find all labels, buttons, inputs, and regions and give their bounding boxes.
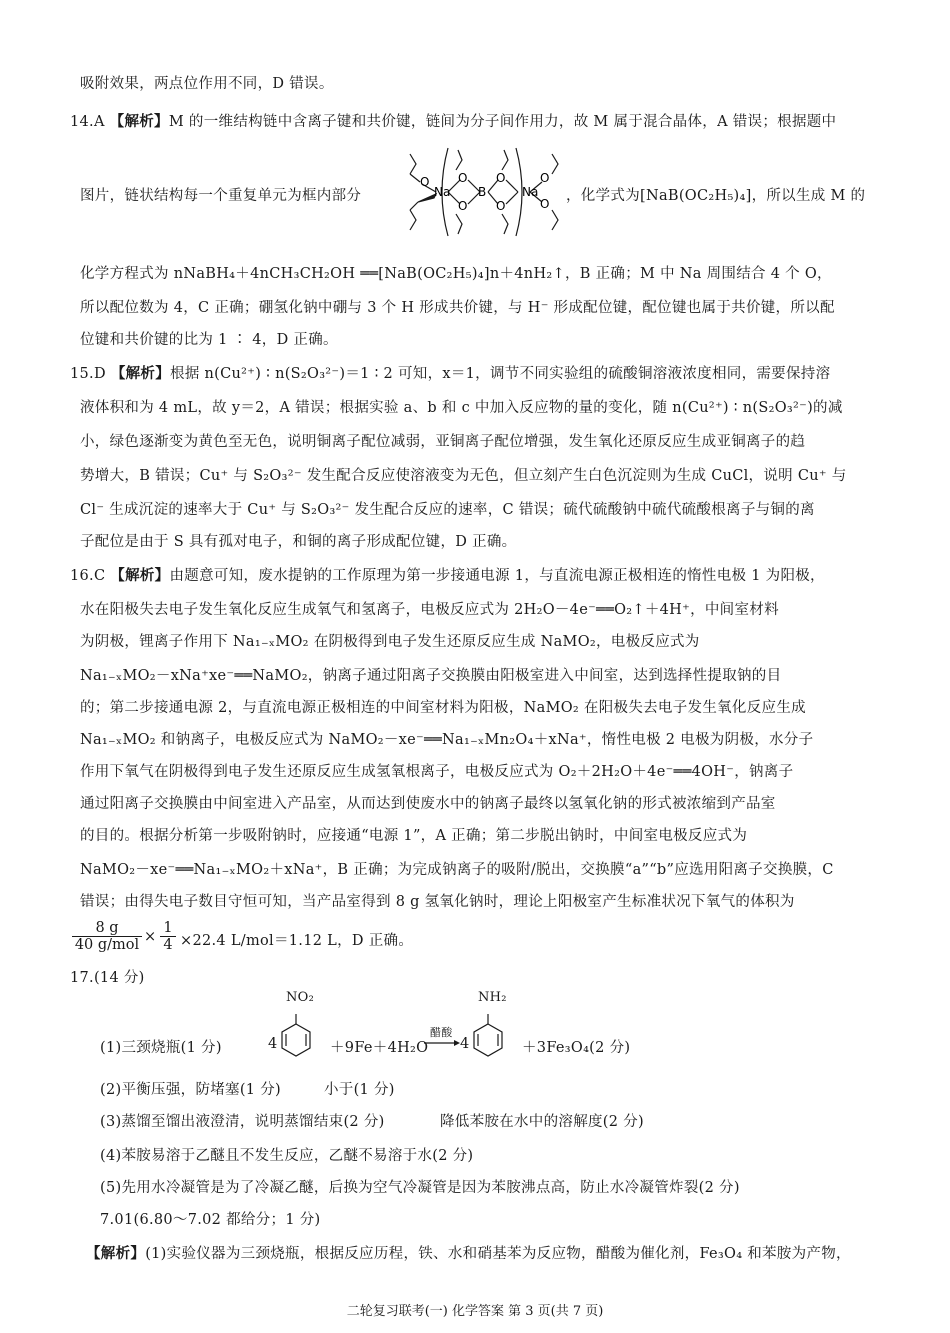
q16-line-12: ×22.4 L/mol＝1.12 L，D 正确。 (180, 933, 414, 949)
nitro-group-label: NO₂ (286, 990, 315, 1005)
text-span: M 的一维结构链中含离子键和共价键，链间为分子间作用力，故 M 属于混合晶体，A 错误；根据题中 (168, 114, 837, 130)
question-number: 14.A (70, 114, 105, 130)
b-atom-label: B (478, 185, 487, 199)
fraction-numerator: 1 (163, 920, 173, 936)
o-atom-label: O (496, 171, 506, 185)
q17-answer-4: (4)苯胺易溶于乙醚且不发生反应，乙醚不易溶于水(2 分) (100, 1148, 474, 1164)
q17-answer-3b: 降低苯胺在水中的溶解度(2 分) (440, 1114, 644, 1130)
analysis-tag: 【解析】 (110, 567, 170, 584)
q16-line-1 (70, 564, 825, 585)
nitrobenzene-ring (276, 1010, 316, 1062)
q15-line-6: 子配位是由于 S 具有孤对电子，和铜的离子形成配位键，D 正确。 (80, 534, 517, 550)
q17-answer-3a: (3)蒸馏至馏出液澄清，说明蒸馏结束(2 分) (100, 1114, 385, 1130)
o-atom-label: O (458, 171, 468, 185)
chain-structure-diagram (392, 142, 572, 242)
q16-line-7: 作用下氧气在阴极得到电子发生还原反应生成氢氧根离子，电极反应式为 O₂＋2H₂O＋4e⁻══4OH⁻，钠离子 (80, 764, 794, 780)
q16-line-8: 通过阳离子交换膜由中间室进入产品室，从而达到使废水中的钠离子最终以氢氧化钠的形式被浓缩到产品室 (80, 796, 776, 812)
analysis-tag: 【解析】 (86, 1245, 146, 1262)
aniline-ring (468, 1010, 508, 1062)
fraction-1 (72, 920, 142, 953)
question-number: 15.D (70, 366, 106, 382)
q15-line-1 (70, 362, 830, 383)
coefficient: 4 (460, 1036, 470, 1052)
analysis-tag: 【解析】 (109, 113, 169, 130)
o-atom-label: O (540, 197, 550, 211)
q14-line-2a: 图片，链状结构每一个重复单元为框内部分 (80, 188, 362, 204)
na-atom-label: Na (434, 185, 451, 199)
o-atom-label: O (540, 171, 550, 185)
analysis-tag: 【解析】 (110, 365, 171, 382)
q17-answer-1: (1)三颈烧瓶(1 分) (100, 1040, 222, 1056)
q16-line-3: 为阴极，锂离子作用下 Na₁₋ₓMO₂ 在阴极得到电子发生还原反应生成 NaMO₂，电极反应式为 (80, 634, 700, 650)
q14-line-4: 所以配位数为 4，C 正确；硼氢化钠中硼与 3 个 H 形成共价键，与 H⁻ 形成配位键，配位键也属于共价键，所以配 (80, 300, 835, 316)
text-span: 根据 n(Cu²⁺) ∶ n(S₂O₃²⁻)＝1 ∶ 2 可知，x＝1，调节不同实验组的硫酸铜溶液浓度相同，需要保持溶 (170, 366, 831, 382)
q15-line-2: 液体积和为 4 mL，故 y＝2，A 错误；根据实验 a、b 和 c 中加入反应物的量的变化，随 n(Cu²⁺) ∶ n(S₂O₃²⁻)的减 (80, 400, 843, 416)
q14-line-1 (70, 110, 836, 131)
reaction-end: ＋3Fe₃O₄(2 分) (522, 1040, 631, 1056)
q17-title: 17.(14 分) (70, 970, 145, 986)
q16-line-11: 错误；由得失电子数目守恒可知，当产品室得到 8 g 氢氧化钠时，理论上阳极室产生标准状况下氧气的体积为 (80, 894, 795, 910)
catalyst-label: 醋酸 (430, 1026, 453, 1039)
text-line: 吸附效果，两点位作用不同，D 错误。 (80, 76, 334, 92)
q16-line-6: Na₁₋ₓMO₂ 和钠离子，电极反应式为 NaMO₂－xe⁻══Na₁₋ₓMn₂O₄＋xNa⁺，惰性电极 2 电极为阴极，水分子 (80, 732, 814, 748)
na-atom-label: Na (522, 185, 539, 199)
fraction-numerator: 8 g (95, 920, 119, 936)
q17-analysis-line (86, 1242, 851, 1263)
amino-group-label: NH₂ (478, 990, 507, 1005)
q16-line-10: NaMO₂－xe⁻══Na₁₋ₓMO₂＋xNa⁺，B 正确；为完成钠离子的吸附/脱出，交换膜“a”“b”应选用阳离子交换膜，C (80, 862, 834, 878)
reaction-middle: ＋9Fe＋4H₂O (330, 1040, 429, 1056)
q14-line-5: 位键和共价键的比为 1 ∶ 4，D 正确。 (80, 332, 338, 348)
q14-line-2b: ，化学式为[NaB(OC₂H₅)₄]，所以生成 M 的 (566, 188, 866, 204)
q17-answer-5: (5)先用水冷凝管是为了冷凝乙醚，后换为空气冷凝管是因为苯胺沸点高，防止水冷凝管炸裂(2 分) (100, 1180, 740, 1196)
q15-line-4: 势增大，B 错误；Cu⁺ 与 S₂O₃²⁻ 发生配合反应使溶液变为无色，但立刻产生白色沉淀则为生成 CuCl，说明 Cu⁺ 与 (80, 468, 847, 484)
fraction-denominator: 4 (160, 936, 176, 953)
q15-line-3: 小，绿色逐渐变为黄色至无色，说明铜离子配位减弱，亚铜离子配位增强，发生氧化还原反应生成亚铜离子的趋 (80, 434, 806, 450)
times-sign: × (144, 929, 157, 945)
o-atom-label: O (496, 199, 506, 213)
q16-line-2: 水在阳极失去电子发生氧化反应生成氧气和氢离子，电极反应式为 2H₂O－4e⁻══O₂↑＋4H⁺，中间室材料 (80, 602, 779, 618)
text-span: 由题意可知，废水提钠的工作原理为第一步接通电源 1，与直流电源正极相连的惰性电极 1 为阳极， (169, 568, 825, 584)
fraction-denominator: 40 g/mol (72, 936, 142, 953)
question-number: 16.C (70, 568, 106, 584)
text-span: (1)实验仪器为三颈烧瓶，根据反应历程，铁、水和硝基苯为反应物，醋酸为催化剂，Fe₃O₄ 和苯胺为产物， (145, 1246, 851, 1262)
page-footer: 二轮复习联考(一) 化学答案 第 3 页(共 7 页) (346, 1304, 604, 1319)
q16-line-5: 的；第二步接通电源 2，与直流电源正极相连的中间室材料为阳极，NaMO₂ 在阳极失去电子发生氧化反应生成 (80, 700, 806, 716)
o-atom-label: O (420, 175, 430, 189)
fraction-2 (160, 920, 176, 953)
q16-line-9: 的目的。根据分析第一步吸附钠时，应接通“电源 1”，A 正确；第二步脱出钠时，中间室电极反应式为 (80, 828, 748, 844)
coefficient: 4 (268, 1036, 278, 1052)
o-atom-label: O (458, 199, 468, 213)
q17-answer-6: 7.01(6.80～7.02 都给分；1 分) (100, 1212, 321, 1228)
q17-answer-2a: (2)平衡压强，防堵塞(1 分) (100, 1082, 281, 1098)
q17-answer-2b: 小于(1 分) (324, 1082, 395, 1098)
q15-line-5: Cl⁻ 生成沉淀的速率大于 Cu⁺ 与 S₂O₃²⁻ 发生配合反应的速率，C 错误；硫代硫酸钠中硫代硫酸根离子与铜的离 (80, 502, 815, 518)
q16-line-4: Na₁₋ₓMO₂－xNa⁺xe⁻══NaMO₂，钠离子通过阳离子交换膜由阳极室进入中间室，达到选择性提取钠的目 (80, 668, 782, 684)
q14-line-3: 化学方程式为 nNaBH₄＋4nCH₃CH₂OH ══[NaB(OC₂H₅)₄]n＋4nH₂↑，B 正确；M 中 Na 周围结合 4 个 O， (80, 266, 832, 282)
reaction-arrow-icon (424, 1038, 460, 1048)
